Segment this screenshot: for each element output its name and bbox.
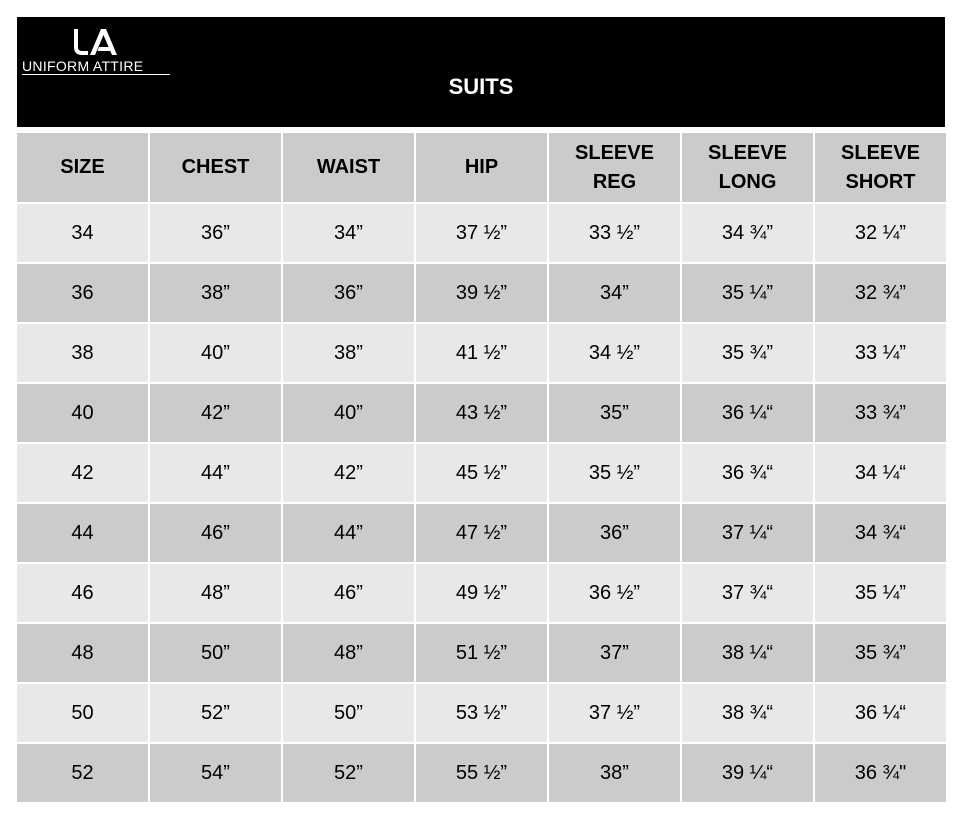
- table-row: [17, 744, 946, 802]
- column-header-size: [17, 133, 148, 202]
- table-cell: 38”: [549, 744, 680, 802]
- table-cell: 34”: [283, 204, 414, 262]
- table-cell: 36 ¼“: [682, 384, 813, 442]
- table-cell: 44”: [150, 444, 281, 502]
- table-cell: 40”: [283, 384, 414, 442]
- table-cell: 35 ¾”: [682, 324, 813, 382]
- table-cell: 38 ¼“: [682, 624, 813, 682]
- table-cell: 48”: [283, 624, 414, 682]
- table-cell: 40”: [150, 324, 281, 382]
- table-body: [17, 204, 946, 802]
- table-row: [17, 264, 946, 322]
- table-cell: 34: [17, 204, 148, 262]
- table-cell: 38”: [150, 264, 281, 322]
- header-text: SHORT: [845, 170, 916, 193]
- header-text: LONG: [718, 170, 777, 193]
- table-cell: 54”: [150, 744, 281, 802]
- table-cell: 36”: [150, 204, 281, 262]
- header-text: WAIST: [316, 156, 381, 178]
- table-cell: 43 ½”: [416, 384, 547, 442]
- column-header-sleeve-long: [682, 133, 813, 202]
- column-header-waist: [283, 133, 414, 202]
- table-cell: 35 ¼”: [815, 564, 946, 622]
- table-cell: 36”: [549, 504, 680, 562]
- table-cell: 51 ½”: [416, 624, 547, 682]
- table-cell: 36 ½”: [549, 564, 680, 622]
- table-cell: 32 ¾”: [815, 264, 946, 322]
- column-header-hip: [416, 133, 547, 202]
- header-row: [17, 133, 946, 202]
- table-cell: 34 ½”: [549, 324, 680, 382]
- table-row: [17, 204, 946, 262]
- table-cell: 33 ¼”: [815, 324, 946, 382]
- table-cell: 55 ½”: [416, 744, 547, 802]
- header-text: SLEEVE: [575, 141, 654, 164]
- table-cell: 38: [17, 324, 148, 382]
- table-cell: 37 ½”: [549, 684, 680, 742]
- table-row: [17, 564, 946, 622]
- table-cell: 52”: [150, 684, 281, 742]
- table-cell: 35 ½”: [549, 444, 680, 502]
- table-cell: 37 ¼“: [682, 504, 813, 562]
- table-cell: 33 ½”: [549, 204, 680, 262]
- table-cell: 38”: [283, 324, 414, 382]
- header-text: SIZE: [60, 156, 105, 178]
- column-header-sleeve-reg: [549, 133, 680, 202]
- table-row: [17, 624, 946, 682]
- page-title: SUITS: [448, 74, 514, 99]
- table-row: [17, 444, 946, 502]
- table-cell: 47 ½”: [416, 504, 547, 562]
- table-cell: 50”: [150, 624, 281, 682]
- table-cell: 33 ¾”: [815, 384, 946, 442]
- table-cell: 46”: [283, 564, 414, 622]
- table-cell: 42”: [283, 444, 414, 502]
- table-cell: 37”: [549, 624, 680, 682]
- table-row: [17, 324, 946, 382]
- table-cell: 50”: [283, 684, 414, 742]
- ua-logo-icon: [70, 27, 122, 59]
- table-cell: 49 ½”: [416, 564, 547, 622]
- table-row: [17, 384, 946, 442]
- header-text: SLEEVE: [841, 141, 920, 164]
- table-cell: 38 ¾“: [682, 684, 813, 742]
- table-cell: 36 ¾": [815, 744, 946, 802]
- table-cell: 35 ¾”: [815, 624, 946, 682]
- table-cell: 37 ½”: [416, 204, 547, 262]
- table-row: [17, 684, 946, 742]
- table-cell: 39 ½”: [416, 264, 547, 322]
- brand-name: UNIFORM ATTIRE: [22, 59, 170, 75]
- table-cell: 48”: [150, 564, 281, 622]
- table-cell: 42: [17, 444, 148, 502]
- table-cell: 44: [17, 504, 148, 562]
- column-header-sleeve-short: [815, 133, 946, 202]
- header-text: CHEST: [181, 156, 250, 178]
- column-header-chest: [150, 133, 281, 202]
- table-cell: 37 ¾“: [682, 564, 813, 622]
- table-cell: 50: [17, 684, 148, 742]
- header-text: SLEEVE: [708, 141, 787, 164]
- table-cell: 34 ¾”: [682, 204, 813, 262]
- table-cell: 36 ¾“: [682, 444, 813, 502]
- table-cell: 45 ½”: [416, 444, 547, 502]
- table-row: [17, 504, 946, 562]
- table-cell: 32 ¼”: [815, 204, 946, 262]
- header-text: REG: [592, 170, 637, 193]
- table-cell: 35”: [549, 384, 680, 442]
- table-cell: 46: [17, 564, 148, 622]
- table-cell: 36: [17, 264, 148, 322]
- table-cell: 41 ½”: [416, 324, 547, 382]
- table-cell: 34 ¾“: [815, 504, 946, 562]
- table-cell: 36”: [283, 264, 414, 322]
- table-cell: 35 ¼”: [682, 264, 813, 322]
- table-cell: 34 ¼“: [815, 444, 946, 502]
- brand-logo: [22, 27, 172, 75]
- table-cell: 34”: [549, 264, 680, 322]
- size-chart-table: [15, 131, 948, 804]
- table-cell: 52”: [283, 744, 414, 802]
- table-cell: 48: [17, 624, 148, 682]
- table-cell: 53 ½”: [416, 684, 547, 742]
- table-cell: 40: [17, 384, 148, 442]
- table-cell: 44”: [283, 504, 414, 562]
- table-cell: 39 ¼“: [682, 744, 813, 802]
- table-cell: 36 ¼“: [815, 684, 946, 742]
- table-cell: 46”: [150, 504, 281, 562]
- header-banner: [17, 17, 945, 127]
- table-cell: 52: [17, 744, 148, 802]
- header-text: HIP: [464, 156, 499, 178]
- table-cell: 42”: [150, 384, 281, 442]
